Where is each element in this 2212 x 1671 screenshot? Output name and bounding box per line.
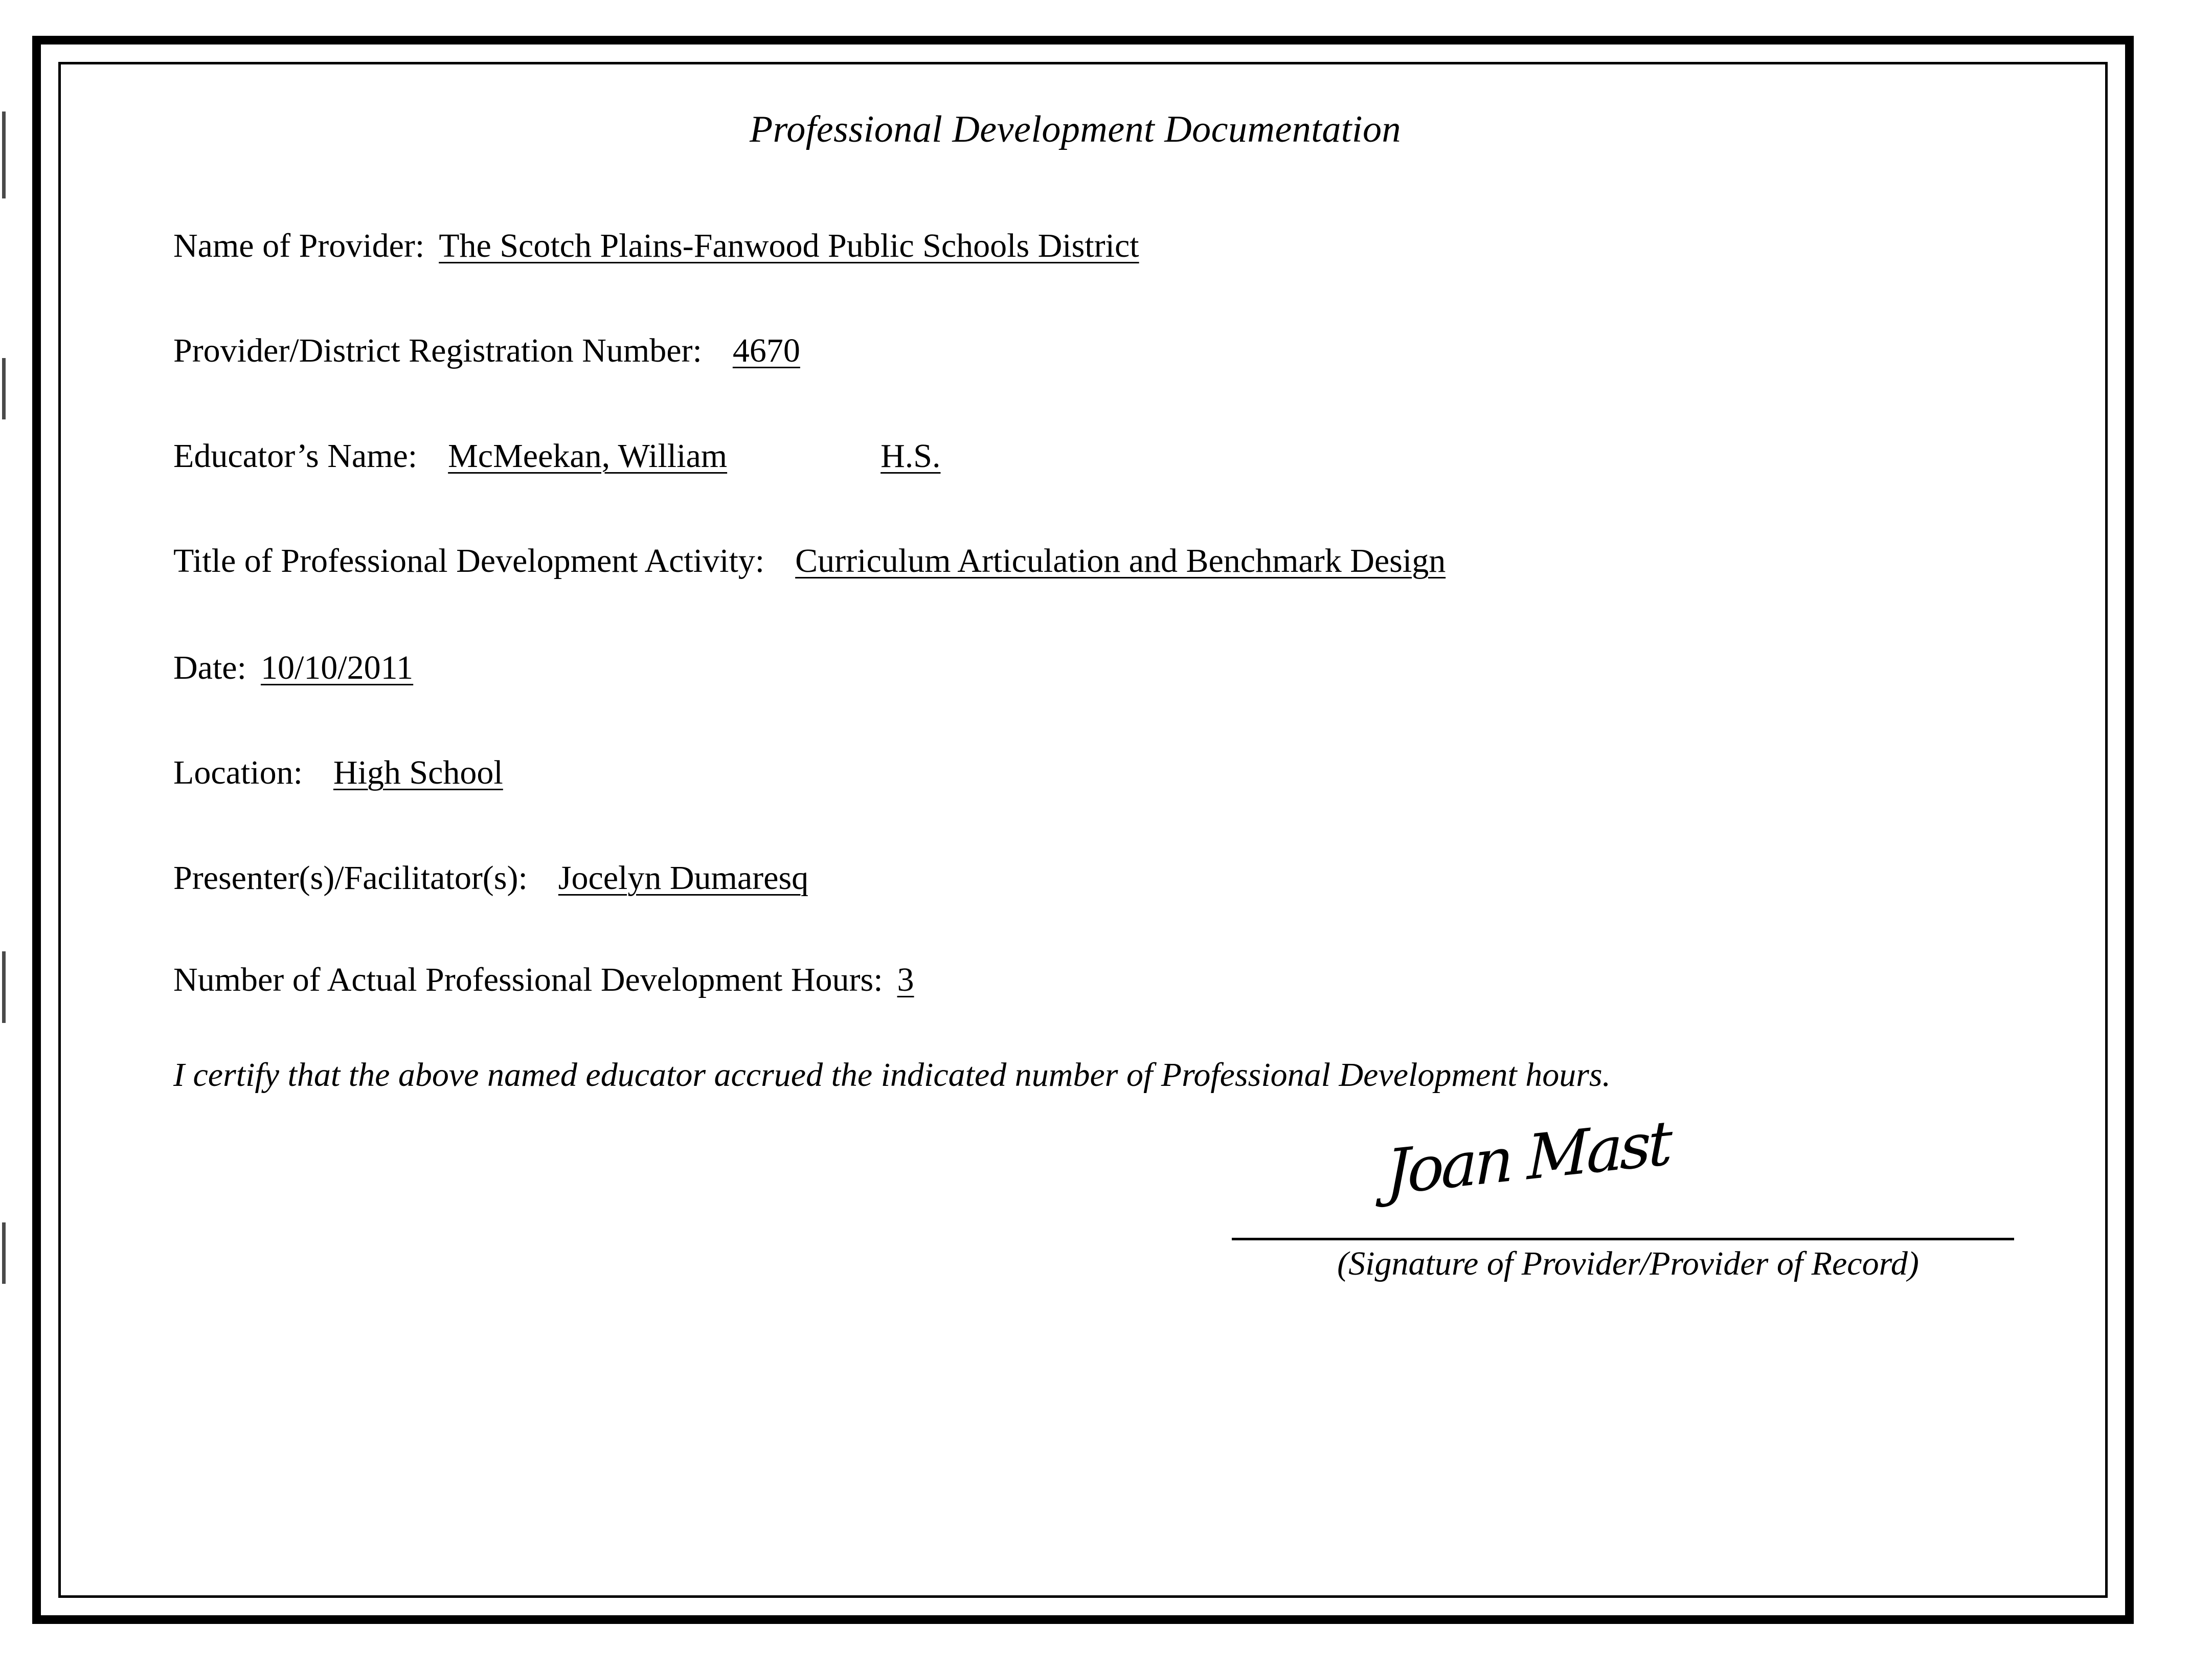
field-value-activity-title: Curriculum Articulation and Benchmark Design (795, 542, 1446, 580)
field-value-presenter: Jocelyn Dumaresq (558, 859, 809, 897)
form-outer-border (32, 36, 2134, 1624)
field-presenter (173, 860, 2044, 896)
form-inner-border (58, 62, 2108, 1598)
field-activity-title (173, 543, 2044, 578)
scan-artifact-bottom (2, 1222, 6, 1284)
field-label-date: Date: (173, 649, 246, 687)
signature-caption: (Signature of Provider/Provider of Record) (1337, 1244, 1919, 1282)
scan-artifact-lower (2, 951, 6, 1023)
field-label-presenter: Presenter(s)/Facilitator(s): (173, 859, 528, 897)
field-label-educator-name: Educator’s Name: (173, 437, 418, 475)
field-value-provider-name: The Scotch Plains-Fanwood Public Schools District (439, 227, 1139, 264)
field-educator-name (173, 438, 2044, 474)
field-label-provider-name: Name of Provider: (173, 227, 425, 264)
signature-block (173, 1107, 2044, 1282)
certification-statement: I certify that the above named educator accrued the indicated number of Professional Development hours. (173, 1056, 1611, 1094)
form-content (61, 64, 2105, 1595)
page-title: Professional Development Documentation (749, 108, 1401, 150)
scan-artifact-middle (2, 358, 6, 419)
field-date (173, 650, 2044, 685)
field-label-location: Location: (173, 754, 303, 792)
field-label-registration-number: Provider/District Registration Number: (173, 332, 702, 370)
signature-line (1232, 1238, 2014, 1240)
field-hours (173, 962, 2044, 997)
field-value-educator-name: McMeekan, William (448, 437, 728, 475)
handwritten-signature: Joan Mast (1386, 1107, 1670, 1209)
field-provider-name (173, 228, 2044, 263)
field-location (173, 755, 2044, 790)
field-label-hours: Number of Actual Professional Development Hours: (173, 961, 883, 999)
scan-artifact-top (2, 112, 6, 198)
field-label-activity-title: Title of Professional Development Activity: (173, 542, 765, 580)
field-value-date: 10/10/2011 (260, 649, 414, 687)
field-value-educator-school: H.S. (881, 437, 941, 475)
field-registration-number (173, 333, 2044, 368)
field-value-hours: 3 (897, 961, 914, 999)
field-value-location: High School (333, 754, 503, 792)
field-value-registration-number: 4670 (732, 332, 800, 370)
